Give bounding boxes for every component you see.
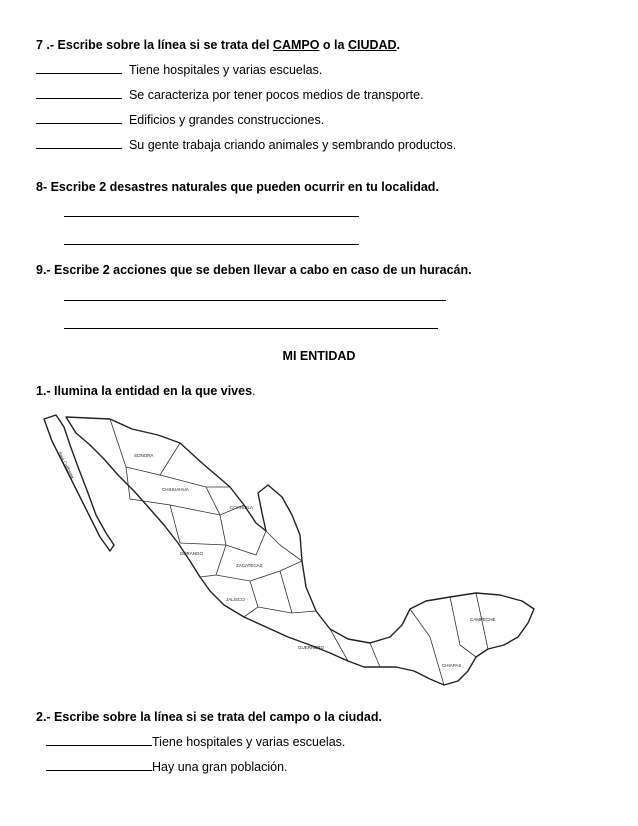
q2-item-text: Hay una gran población. xyxy=(152,760,288,774)
map-label: Baja California xyxy=(57,451,76,480)
map-label: CHIHUAHUA xyxy=(162,487,189,492)
q1-prompt-text: 1.- Ilumina la entidad en la que vives xyxy=(36,384,253,398)
answer-blank[interactable] xyxy=(36,98,122,99)
q7-prompt xyxy=(36,38,400,52)
q7-item-4 xyxy=(36,138,456,152)
q7-item-2 xyxy=(36,88,424,102)
answer-blank[interactable] xyxy=(46,770,152,771)
q9-answer-line-2[interactable] xyxy=(64,328,438,329)
q1-prompt xyxy=(36,384,256,398)
mexico-map[interactable] xyxy=(30,405,550,705)
q2-item-2 xyxy=(36,760,288,774)
q7-item-text: Edificios y grandes construcciones. xyxy=(128,113,325,127)
answer-blank[interactable] xyxy=(36,148,122,149)
q7-item-text: Tiene hospitales y varias escuelas. xyxy=(128,63,323,77)
q8-answer-line-2[interactable] xyxy=(64,244,359,245)
map-label: GUERRERO xyxy=(298,645,325,650)
map-label: DURANGO xyxy=(180,551,204,556)
q7-prompt-text: 7 .- Escribe sobre la línea si se trata del xyxy=(36,38,273,52)
map-label: JALISCO xyxy=(226,597,245,602)
map-label: CAMPECHE xyxy=(470,617,496,622)
q1-period: . xyxy=(252,384,256,398)
map-label: CHIAPAS xyxy=(442,663,462,668)
map-label: SONORA xyxy=(134,453,154,458)
section-title: MI ENTIDAD xyxy=(282,349,356,363)
map-label: ZACATECAS xyxy=(236,563,263,568)
q7-prompt-end: . xyxy=(396,38,401,52)
q7-item-text: Su gente trabaja criando animales y sembrando productos. xyxy=(128,138,457,152)
q8-answer-line-1[interactable] xyxy=(64,216,359,217)
q7-prompt-mid: o la xyxy=(319,38,348,52)
answer-blank[interactable] xyxy=(36,123,122,124)
mexico-outline xyxy=(44,415,534,685)
answer-blank[interactable] xyxy=(46,745,152,746)
q2-item-text: Tiene hospitales y varias escuelas. xyxy=(152,735,346,749)
q7-item-text: Se caracteriza por tener pocos medios de transporte. xyxy=(128,88,424,102)
q9-prompt: 9.- Escribe 2 acciones que se deben llevar a cabo en caso de un huracán. xyxy=(36,263,472,277)
q8-prompt: 8- Escribe 2 desastres naturales que pueden ocurrir en tu localidad. xyxy=(36,180,439,194)
q7-item-1 xyxy=(36,63,322,77)
q9-answer-line-1[interactable] xyxy=(64,300,446,301)
map-label: COAHUILA xyxy=(230,505,254,510)
q7-item-3 xyxy=(36,113,324,127)
answer-blank[interactable] xyxy=(36,73,122,74)
map-state-labels xyxy=(57,451,495,668)
word-ciudad: CIUDAD xyxy=(347,38,397,52)
word-campo: CAMPO xyxy=(272,38,320,52)
q2-prompt: 2.- Escribe sobre la línea si se trata del campo o la ciudad. xyxy=(36,710,382,724)
q2-item-1 xyxy=(36,735,345,749)
